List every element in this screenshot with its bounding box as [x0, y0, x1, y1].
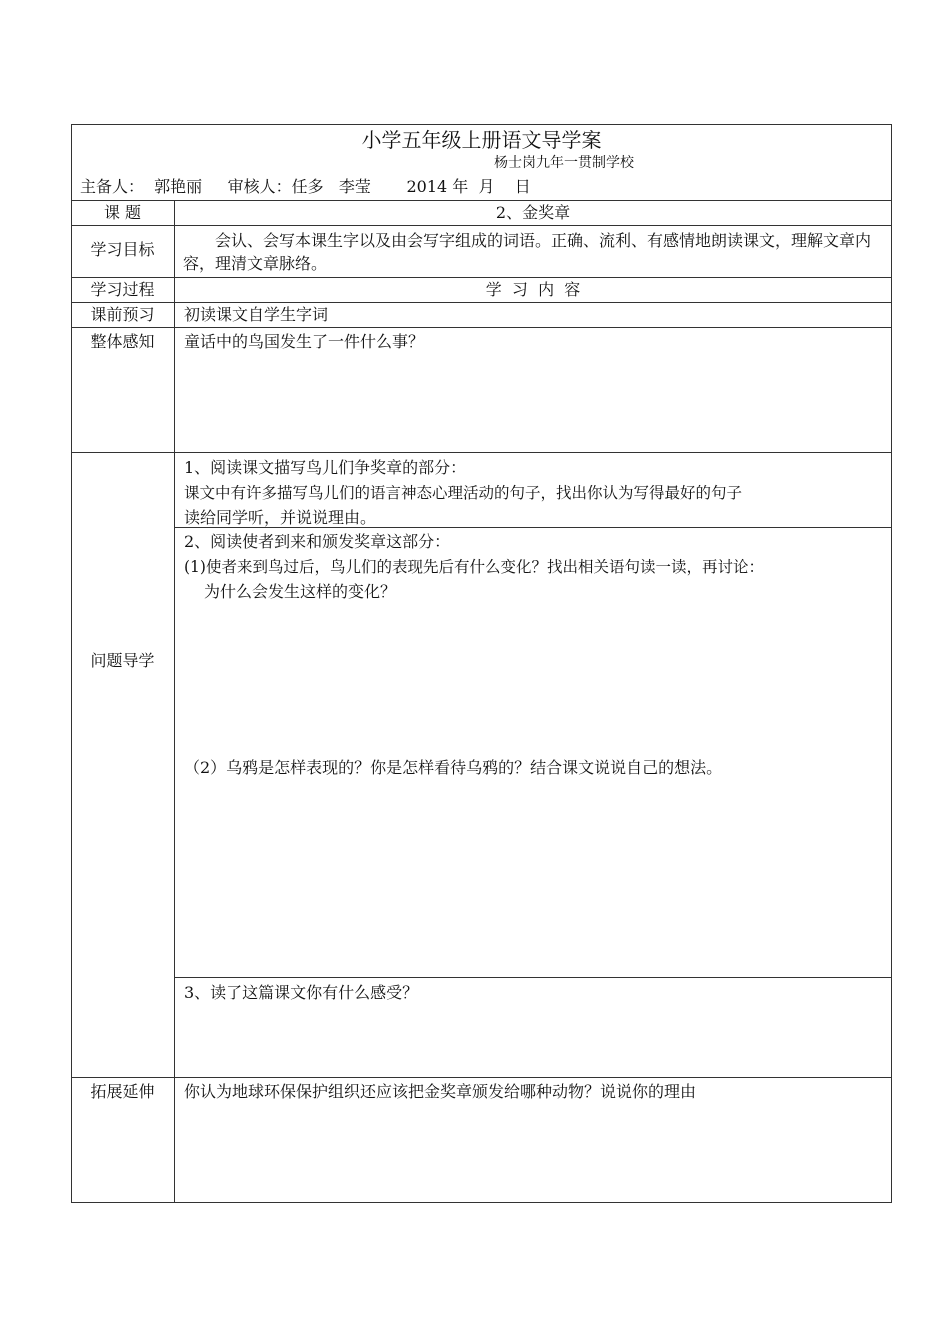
overview-question: 童话中的鸟国发生了一件什么事？ [184, 332, 425, 351]
author-line: 主备人： 郭艳丽 审核人：任多 李莹 2014 年 月 日 [80, 177, 531, 196]
question-2-2-text: （2）乌鸦是怎样表现的？你是怎样看待乌鸦的？结合课文说说自己的想法。 [184, 758, 723, 777]
question-2-title: 2、阅读使者到来和颁发奖章这部分： [184, 532, 451, 551]
row-divider [71, 1077, 892, 1078]
lesson-label: 课 题 [103, 203, 142, 222]
guided-label: 问题导学 [90, 651, 155, 670]
school-name: 杨士岗九年一贯制学校 [494, 155, 634, 171]
question-1-text: 读给同学听，并说说理由。 [184, 508, 377, 527]
process-label: 学习过程 [90, 280, 155, 299]
objectives-text: 会认、会写本课生字以及由会写字组成的词语。正确、流利、有感情地朗读课文，理解文章内容，理清文章脉络。 [183, 231, 872, 273]
objectives-label: 学习目标 [90, 240, 155, 259]
row-divider [71, 327, 892, 328]
row-divider [71, 302, 892, 303]
extension-label: 拓展延伸 [90, 1082, 155, 1101]
preview-text: 初读课文自学生字词 [184, 305, 329, 324]
question-3-text: 3、读了这篇课文你有什么感受？ [184, 983, 419, 1002]
column-divider [174, 200, 175, 1203]
extension-question: 你认为地球环保保护组织还应该把金奖章颁发给哪种动物？说说你的理由 [184, 1082, 697, 1101]
preview-label: 课前预习 [90, 305, 155, 324]
question-1-text: 课文中有许多描写鸟儿们的语言神态心理活动的句子，找出你认为写得最好的句子 [184, 484, 743, 502]
row-divider [71, 452, 892, 453]
row-divider [71, 225, 892, 226]
row-divider [71, 277, 892, 278]
question-1-title: 1、阅读课文描写鸟儿们争奖章的部分： [184, 458, 467, 477]
page-title: 小学五年级上册语文导学案 [361, 128, 602, 152]
question-2-1-text: (1)使者来到鸟过后，鸟儿们的表现先后有什么变化？找出相关语句读一读，再讨论： [184, 558, 764, 576]
lesson-title: 2、金奖章 [495, 203, 571, 222]
question-2-1-text: 为什么会发生这样的变化？ [204, 582, 397, 601]
row-divider [71, 200, 892, 201]
row-divider [174, 977, 892, 978]
content-header: 学 习 内 容 [485, 280, 581, 299]
overview-label: 整体感知 [90, 332, 155, 351]
